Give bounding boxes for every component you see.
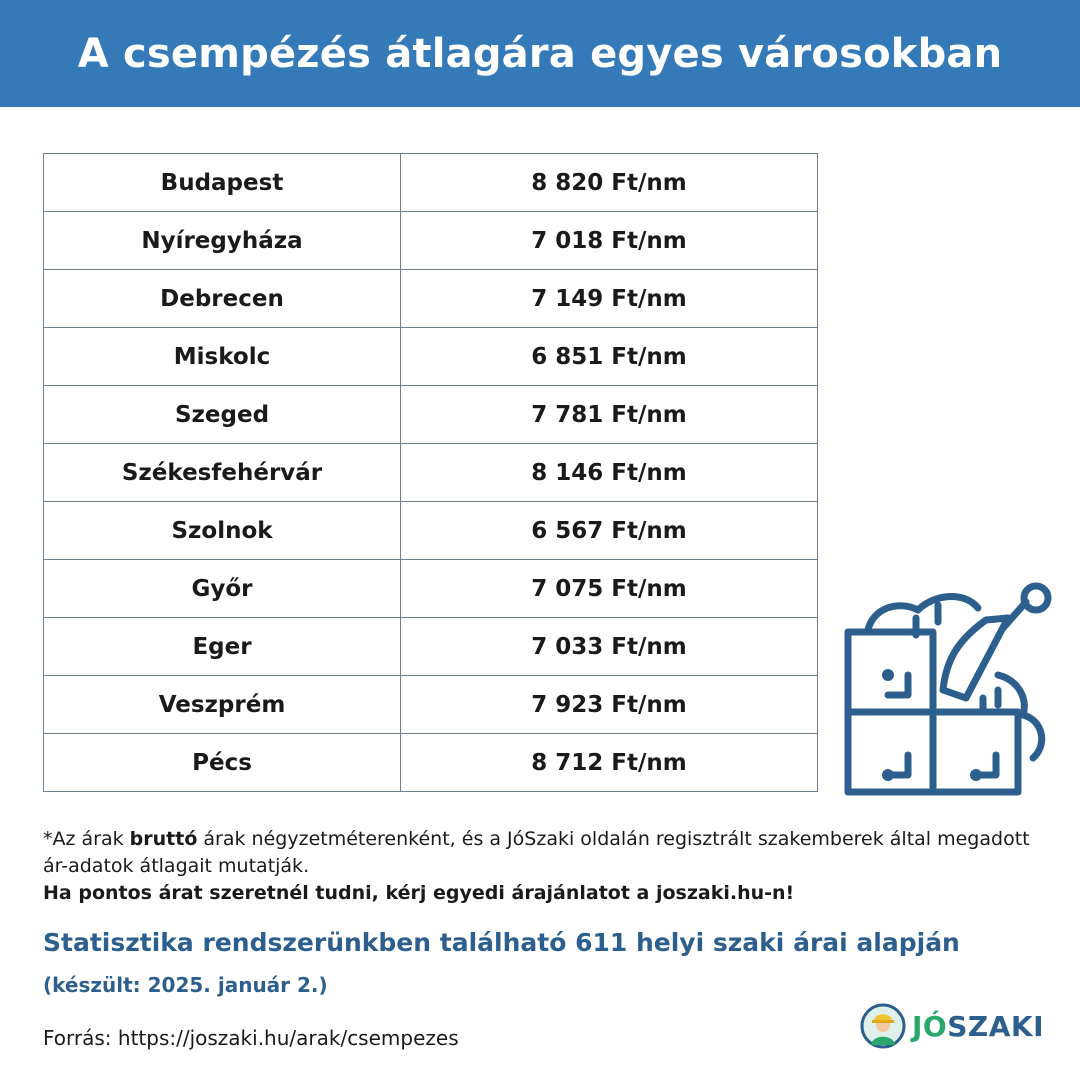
joszaki-logo: [860, 1003, 1044, 1049]
disclaimer-note: *Az árak bruttó árak négyzetméterenként, és a JóSzaki oldalán regisztrált szakemberek által megadott ár-adatok átlagait mutatják. Ha pontos árat szeretnél tudni, kérj egyedi árajánlatot a joszaki.hu-n!: [43, 828, 1030, 904]
note-cta: Ha pontos árat szeretnél tudni, kérj egyedi árajánlatot a joszaki.hu-n!: [43, 882, 795, 904]
price-cell: 8 146 Ft/nm: [401, 444, 818, 502]
table-row: [44, 270, 818, 328]
city-cell: Veszprém: [44, 676, 401, 734]
city-cell: Miskolc: [44, 328, 401, 386]
price-cell: 6 567 Ft/nm: [401, 502, 818, 560]
price-table: [43, 153, 818, 792]
table-row: [44, 618, 818, 676]
city-cell: Győr: [44, 560, 401, 618]
price-cell: 7 018 Ft/nm: [401, 212, 818, 270]
price-cell: 6 851 Ft/nm: [401, 328, 818, 386]
price-cell: 8 712 Ft/nm: [401, 734, 818, 792]
price-cell: 7 149 Ft/nm: [401, 270, 818, 328]
table-row: [44, 676, 818, 734]
city-cell: Pécs: [44, 734, 401, 792]
city-cell: Szolnok: [44, 502, 401, 560]
note-bold-word: bruttó: [129, 828, 198, 850]
header-bar: [0, 0, 1080, 107]
table-row: [44, 560, 818, 618]
city-cell: Székesfehérvár: [44, 444, 401, 502]
city-cell: Eger: [44, 618, 401, 676]
price-cell: 7 075 Ft/nm: [401, 560, 818, 618]
table-row: [44, 154, 818, 212]
price-cell: 8 820 Ft/nm: [401, 154, 818, 212]
creation-date: (készült: 2025. január 2.): [43, 973, 328, 997]
table-row: [44, 212, 818, 270]
table-row: [44, 328, 818, 386]
city-cell: Szeged: [44, 386, 401, 444]
price-cell: 7 781 Ft/nm: [401, 386, 818, 444]
tiles-trowel-icon: [838, 580, 1058, 805]
worker-avatar-icon: [860, 1003, 906, 1049]
price-cell: 7 033 Ft/nm: [401, 618, 818, 676]
table-row: [44, 444, 818, 502]
source-line: Forrás: https://joszaki.hu/arak/csempezes: [43, 1026, 459, 1050]
statistics-line: Statisztika rendszerünkben található 611 helyi szaki árai alapján: [43, 928, 960, 957]
table-row: [44, 386, 818, 444]
table-row: [44, 734, 818, 792]
page-title: A csempézés átlagára egyes városokban: [77, 30, 1003, 77]
logo-text: JÓSZAKI: [912, 1009, 1044, 1043]
city-cell: Budapest: [44, 154, 401, 212]
city-cell: Nyíregyháza: [44, 212, 401, 270]
city-cell: Debrecen: [44, 270, 401, 328]
table-row: [44, 502, 818, 560]
price-cell: 7 923 Ft/nm: [401, 676, 818, 734]
